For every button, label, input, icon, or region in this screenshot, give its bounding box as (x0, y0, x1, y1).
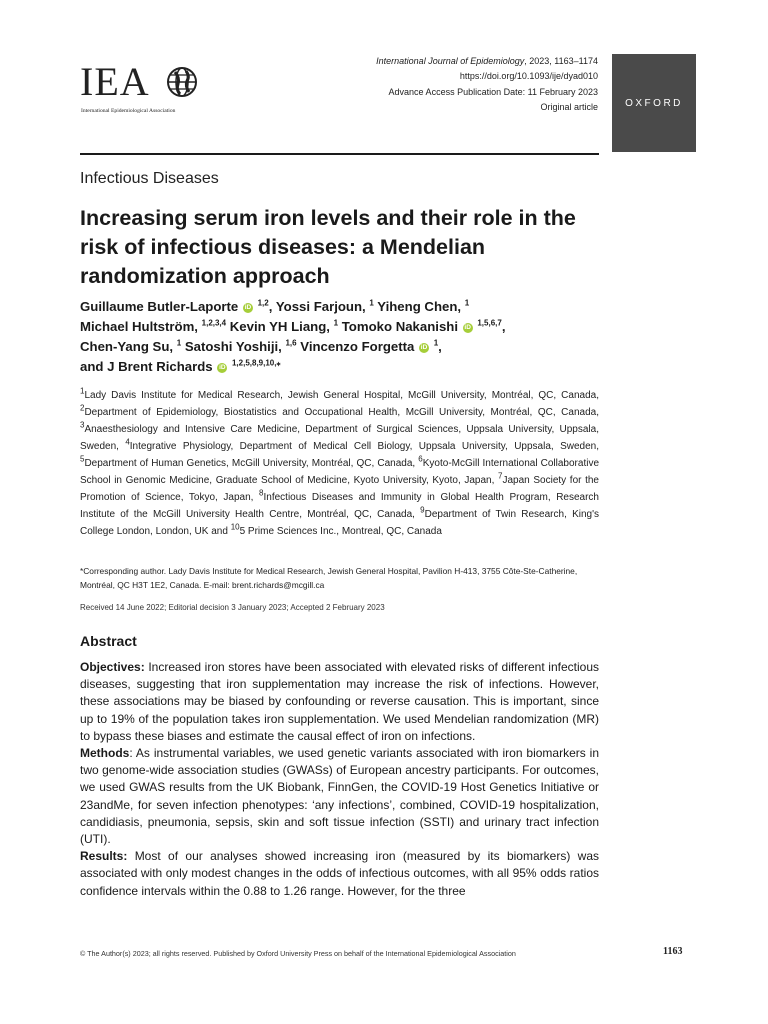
publication-date: Advance Access Publication Date: 11 February 2023 (388, 86, 598, 97)
doi-link[interactable]: https://doi.org/10.1093/ije/dyad010 (459, 71, 598, 82)
objectives-label: Objectives: (80, 660, 145, 674)
header-rule (80, 153, 599, 155)
globe-icon (166, 66, 198, 98)
section-label: Infectious Diseases (80, 170, 219, 187)
author-affiliation-marker: 1,2,3,4 (201, 318, 227, 328)
affiliation-number: 2 (80, 403, 85, 413)
author-name: Satoshi Yoshiji, (184, 339, 286, 354)
affiliation-number: 6 (418, 454, 423, 464)
results-label: Results: (80, 849, 128, 864)
affiliation-number: 4 (125, 437, 130, 447)
oxford-logo (612, 54, 696, 152)
author-affiliation-marker: 1,2,5,8,9,10, (231, 358, 277, 368)
affiliation-text: Japan Society for the Promotion of Science, Tokyo, Japan, (80, 475, 599, 503)
author-name: Tomoko Nakanishi (341, 319, 462, 334)
author-affiliation-marker: 1 (176, 338, 182, 348)
logo-text: IEA (80, 59, 150, 104)
article-dates: Received 14 June 2022; Editorial decision 3 January 2023; Accepted 2 February 2023 (80, 603, 385, 612)
author-name: Chen-Yang Su, (80, 339, 177, 354)
page-number: 1163 (663, 946, 683, 957)
affiliation-text: 5 Prime Sciences Inc., Montreal, QC, Canada (239, 526, 442, 537)
corresponding-mark: ⁎ (276, 358, 281, 368)
author-affiliation-marker: 1 (333, 318, 339, 328)
journal-name: International Journal of Epidemiology (376, 56, 525, 66)
affiliation-text: Infectious Diseases and Immunity in Global Health Program, Research Institute of the McGill University Health Centre, Montréal, QC, Canada, (80, 492, 599, 520)
author-name: Kevin YH Liang, (229, 319, 334, 334)
author-affiliation-marker: 1,2 (257, 298, 269, 308)
author-name: Vincenzo Forgetta (300, 339, 419, 354)
affiliation-text: Lady Davis Institute for Medical Research, Jewish General Hospital, McGill University, Montréal, QC, Canada, (84, 390, 599, 401)
logo-subtitle: International Epidemiological Association (81, 108, 176, 114)
affiliation-number: 9 (420, 505, 425, 515)
affiliation-text: Integrative Physiology, Department of Medical Cell Biology, Uppsala University, Uppsala, Sweden, (129, 441, 600, 452)
orcid-icon[interactable]: iD (219, 363, 226, 371)
affiliation-text: Anaesthesiology and Intensive Care Medicine, Department of Surgical Sciences, Uppsala University, Uppsala, Sweden, (80, 424, 599, 452)
affiliation-number: 7 (498, 471, 503, 481)
journal-citation: , 2023, 1163–1174 (524, 56, 598, 66)
journal-meta (376, 54, 598, 116)
affiliation-text: Department of Human Genetics, McGill University, Montréal, QC, Canada, (84, 458, 419, 469)
journal-citation-line (376, 54, 598, 69)
orcid-icon[interactable]: iD (420, 343, 428, 351)
author-affiliation-marker: 1 (369, 298, 374, 308)
affiliation-number: 10 (230, 522, 240, 532)
author-name: Guillaume Butler-Laporte (80, 299, 242, 314)
affiliation-number: 1 (80, 386, 85, 396)
affiliation-text: Kyoto-McGill International Collaborative School in Genomic Medicine, Graduate School of Medicine, Kyoto University, Kyoto, Japan, (80, 458, 600, 486)
affiliation-number: 5 (80, 454, 85, 464)
affiliation-text: Department of Twin Research, King's College London, London, UK and (80, 509, 599, 537)
author-affiliation-marker: 1 (464, 298, 470, 308)
results-text: Most of our analyses showed increasing iron (measured by its biomarkers) was associated with only modest changes in the odds of infectious outcomes, with all 95% odds ratios confidence intervals within the 0.88 to 1.26 range. However, for the three (80, 849, 599, 898)
author-affiliation-marker: 1,5,6,7 (477, 318, 502, 328)
methods-text: : As instrumental variables, we used genetic variants associated with iron biomarkers in two genome-wide association studies (GWASs) of European ancestry participants. For outcomes, we used GWAS results from the UK Biobank, FinnGen, the COVID-19 Host Genetics Initiative or 23andMe, for seven infection phenotypes: ‘any infections’, combined, COVID-19 hospitalization, candidiasis, pneumonia, sepsis, skin and soft tissue infection (SSTI) and urinary tract infection (UTI). (80, 746, 599, 847)
author-name: Yossi Farjoun, (275, 299, 370, 314)
affiliation-number: 8 (259, 488, 264, 498)
article-type: Original article (540, 102, 598, 113)
orcid-icon[interactable]: iD (464, 323, 471, 331)
correspondence-note: *Corresponding author. Lady Davis Institute for Medical Research, Jewish General Hospital, Pavilion H-413, 3755 Côte-Ste-Catherine, Montréal, QC H3T 1E2, Canada. E-mail: brent.richards@mcgill.ca (80, 566, 578, 590)
iea-logo (80, 60, 220, 120)
author-affiliation-marker: 1 (433, 338, 439, 348)
author-list: Guillaume Butler-Laporte iD $^{1,2}$, Yossi Farjoun, $^1$ Yiheng Chen, $^1$ Michael Hultström, $^{1,2,3,4}$ Kevin YH Liang, $^1$ Tomoko Nakanishi iD $^{1,5,6,7}$, Chen-Yang Su, $^1$ Satoshi Yoshiji, $^{1,6}$ Vincenzo Forgetta iD $^1$, and J Brent Richards iD $^{1,2,5,8,9,10,⁎}$ (80, 298, 506, 374)
footer-copyright: © The Author(s) 2023; all rights reserved. Published by Oxford University Press on behalf of the International Epidemiological Association (80, 949, 516, 958)
article-title: Increasing serum iron levels and their role in the risk of infectious diseases: a Mendelian randomization approach (80, 206, 576, 288)
abstract-heading: Abstract (80, 633, 137, 649)
author-affiliation-marker: 1,6 (285, 338, 297, 348)
affiliation-number: 3 (80, 420, 85, 430)
author-name: Yiheng Chen, (377, 299, 465, 314)
author-name: Michael Hultström, (80, 319, 202, 334)
objectives-text: Increased iron stores have been associated with elevated risks of different infectious diseases, suggesting that iron supplementation may increase the risk of infections. However, these associations may be biased by confounding or reverse causation. This is important, since up to 19% of the population takes iron supplementation. We used Mendelian randomization (MR) to bypass these biases and estimate the causal effect of iron on infections. (80, 660, 599, 743)
publisher-name: OXFORD (625, 97, 683, 109)
author-name: and J Brent Richards (80, 359, 217, 374)
methods-label: Methods (80, 746, 130, 761)
abstract-body (80, 659, 599, 900)
orcid-icon[interactable]: iD (244, 303, 252, 311)
affiliation-text: Department of Epidemiology, Biostatistics and Occupational Health, McGill University, Montréal, QC, Canada, (84, 407, 599, 418)
affiliations (80, 387, 599, 540)
